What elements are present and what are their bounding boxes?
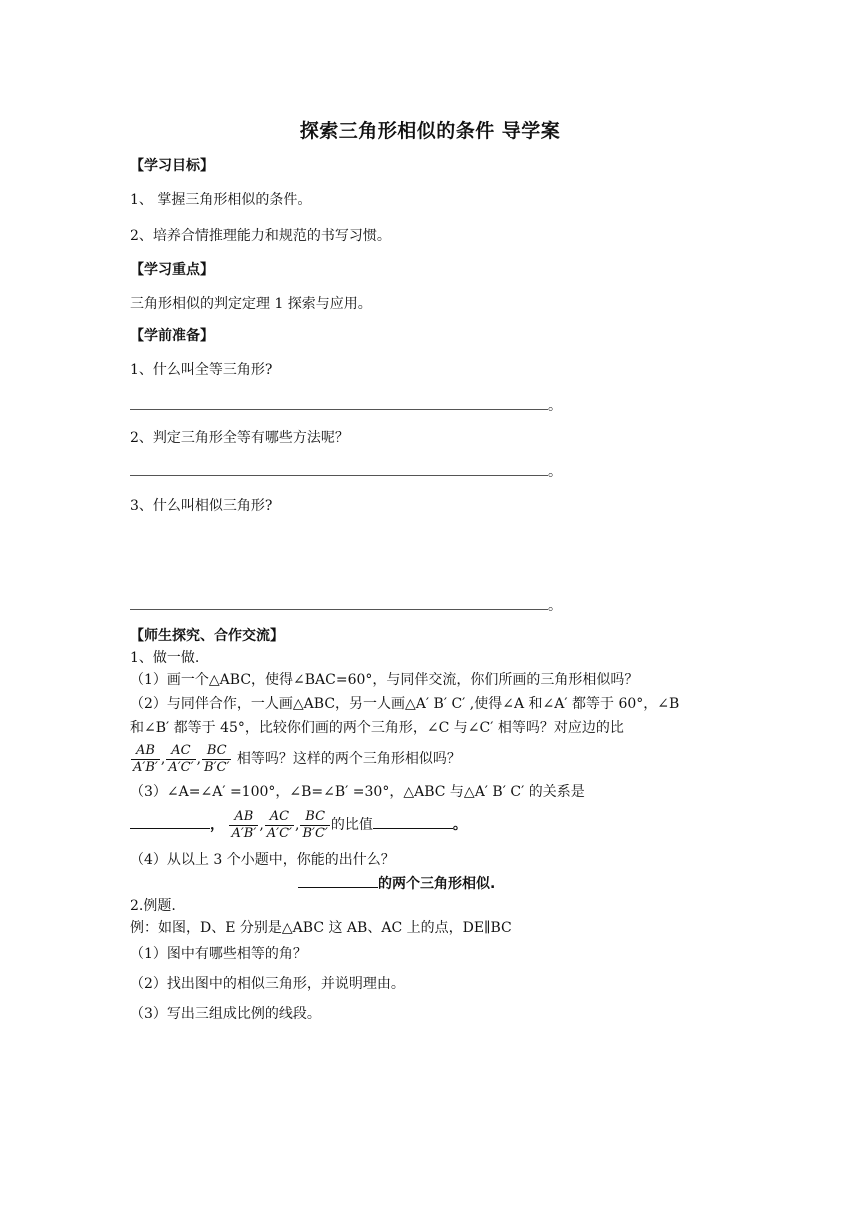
period: 。	[548, 598, 562, 614]
do-it-label: 1、做一做.	[130, 650, 200, 666]
item-2-line-b: 和∠B′ 都等于 45°，比较你们画的两个三角形，∠C 与∠C′ 相等吗？对应边的比	[130, 720, 624, 736]
prep-question-2: 2、判定三角形全等有哪些方法呢？	[130, 430, 349, 446]
prep-heading: 【学前准备】	[130, 328, 214, 344]
key-heading: 【学习重点】	[130, 262, 214, 278]
goals-heading: 【学习目标】	[130, 158, 214, 174]
item-3-line-b: ， $\frac{AB}{A'B'}$ , $\frac{AC}{A'C'}$ , $\frac{BC}{B'C'}$ 的比值 。	[130, 806, 467, 844]
answer-blank	[130, 397, 548, 410]
item-2-line-a: （2）与同伴合作，一人画△ABC，另一人画△A′ B′ C′ ,使得∠A 和∠A′ 都等于 60°，∠B	[130, 696, 680, 712]
item-4: （4）从以上 3 个小题中，你能的出什么？	[130, 852, 395, 868]
period: 。	[548, 464, 562, 480]
example-heading: 2.例题.	[130, 898, 176, 914]
period: 。	[548, 398, 562, 414]
item-2-line-c: 相等吗？这样的两个三角形相似吗？	[236, 751, 461, 767]
goal-2: 2、培养合情推理能力和规范的书写习惯。	[130, 228, 391, 244]
example-question-3: （3）写出三组成比例的线段。	[130, 1006, 321, 1022]
explore-heading: 【师生探究、合作交流】	[130, 628, 284, 644]
answer-blank	[130, 463, 548, 476]
ratio-ab: $\frac{AB}{A'B'}$	[133, 742, 158, 775]
prep-question-3: 3、什么叫相似三角形?	[130, 498, 273, 514]
fill-blank	[130, 816, 210, 829]
ratio-bc: $\frac{BC}{B'C'}$	[302, 808, 328, 841]
ratio-ac: $\frac{AC}{A'C'}$	[266, 808, 293, 841]
ratio-ac: $\frac{AC}{A'C'}$	[168, 742, 194, 775]
ratio-ab: $\frac{AB}{A'B'}$	[231, 808, 257, 841]
fill-blank	[373, 816, 453, 829]
example-text: 例：如图，D、E 分别是△ABC 这 AB、AC 上的点，DE∥BC	[130, 920, 512, 936]
prep-question-1: 1、什么叫全等三角形?	[130, 362, 273, 378]
fill-blank	[298, 875, 378, 888]
page-title: 探索三角形相似的条件 导学案	[299, 120, 561, 142]
ratio-bc: $\frac{BC}{B'C'}$	[204, 742, 230, 775]
example-question-2: （2）找出图中的相似三角形，并说明理由。	[130, 976, 405, 992]
example-question-1: （1）图中有哪些相等的角？	[130, 946, 307, 962]
item-1: （1）画一个△ABC，使得∠BAC=60°，与同伴交流，你们所画的三角形相似吗？	[130, 672, 639, 688]
key-text: 三角形相似的判定定理 1 探索与应用。	[130, 296, 372, 312]
item-2-fractions: $\frac{AB}{A'B'}$ , $\frac{AC}{A'C'}$ , $\frac{BC}{B'C'}$ 相等吗？这样的两个三角形相似吗？	[133, 742, 461, 775]
goal-1: 1、 掌握三角形相似的条件。	[130, 192, 312, 208]
answer-line-2	[130, 462, 562, 482]
answer-line-3	[130, 596, 562, 616]
answer-line-1	[130, 396, 562, 416]
item-4-conclusion: 的两个三角形相似.	[298, 874, 495, 894]
answer-blank	[130, 597, 548, 610]
item-3-line-a: （3）∠A=∠A′ =100°，∠B=∠B′ =30°，△ABC 与△A′ B′ C′ 的关系是	[130, 784, 585, 800]
